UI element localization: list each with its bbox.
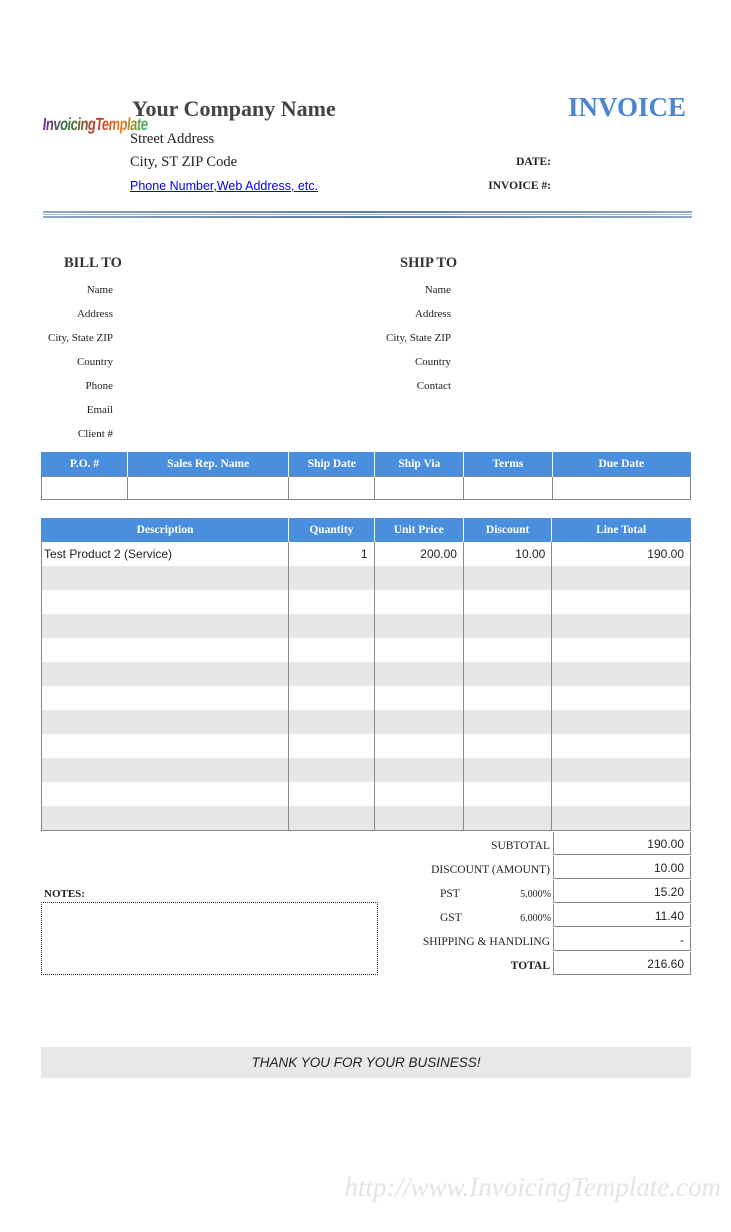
empty-cell[interactable] (463, 710, 551, 734)
table-row (42, 734, 691, 758)
empty-cell[interactable] (463, 566, 551, 590)
empty-cell (552, 566, 691, 590)
empty-cell (552, 782, 691, 806)
bill-to-name-label: Name (86, 284, 113, 296)
terms-header: Terms (464, 452, 552, 477)
pst-rate[interactable]: 5.000% (520, 889, 551, 900)
shipping-value[interactable]: - (553, 928, 691, 951)
empty-cell[interactable] (463, 662, 551, 686)
ship-date-header: Ship Date (289, 452, 375, 477)
item-line-total: 190.00 (552, 542, 691, 566)
table-row (42, 710, 691, 734)
total-value: 216.60 (553, 952, 691, 975)
bill-to-heading: BILL TO (64, 255, 122, 271)
bill-to-country-label: Country (76, 356, 113, 368)
ship-via-header: Ship Via (375, 452, 464, 477)
empty-cell[interactable] (289, 614, 374, 638)
empty-cell[interactable] (42, 590, 289, 614)
empty-cell[interactable] (463, 734, 551, 758)
empty-cell[interactable] (289, 710, 374, 734)
table-row (42, 566, 691, 590)
unit-price-header: Unit Price (374, 518, 463, 542)
table-row (42, 806, 691, 831)
invoice-title: INVOICE (568, 92, 686, 122)
table-row (42, 758, 691, 782)
empty-cell[interactable] (289, 758, 374, 782)
ship-to-name-label: Name (424, 284, 451, 296)
quantity-header: Quantity (289, 518, 374, 542)
empty-cell[interactable] (463, 614, 551, 638)
empty-cell[interactable] (374, 806, 463, 831)
empty-cell[interactable] (374, 782, 463, 806)
bill-to-email-label: Email (86, 404, 113, 416)
table-row (42, 614, 691, 638)
city-state-zip[interactable]: City, ST ZIP Code (130, 154, 238, 170)
due-date-header: Due Date (552, 452, 690, 477)
gst-value: 11.40 (553, 904, 691, 927)
discount-label: DISCOUNT (AMOUNT) (431, 864, 550, 876)
empty-cell (552, 590, 691, 614)
empty-cell[interactable] (463, 758, 551, 782)
bill-to-address-label: Address (76, 308, 113, 320)
sales-rep-header: Sales Rep. Name (128, 452, 289, 477)
empty-cell (552, 638, 691, 662)
ship-to-heading: SHIP TO (400, 255, 458, 271)
ship-to-contact-label: Contact (416, 380, 451, 392)
line-items-table (41, 518, 691, 831)
empty-cell[interactable] (289, 590, 374, 614)
ship-to-city-label: City, State ZIP (386, 332, 451, 344)
empty-cell[interactable] (289, 806, 374, 831)
line-total-header: Line Total (552, 518, 691, 542)
empty-cell[interactable] (463, 686, 551, 710)
empty-cell[interactable] (374, 662, 463, 686)
empty-cell[interactable] (289, 686, 374, 710)
phone-web-link[interactable]: Phone Number,Web Address, etc. (130, 179, 319, 193)
pst-value: 15.20 (553, 880, 691, 903)
watermark: http://www.InvoicingTemplate.com (344, 1172, 721, 1202)
item-description[interactable]: Test Product 2 (Service) (42, 542, 289, 566)
gst-label: GST (440, 912, 462, 924)
company-logo (38, 114, 149, 168)
ship-to-address-label: Address (414, 308, 451, 320)
empty-cell[interactable] (289, 638, 374, 662)
po-cell[interactable] (42, 477, 128, 500)
empty-cell[interactable] (374, 686, 463, 710)
discount-header: Discount (463, 518, 551, 542)
subtotal-value: 190.00 (553, 832, 691, 855)
empty-cell[interactable] (463, 638, 551, 662)
table-row (42, 542, 691, 566)
street-address[interactable]: Street Address (130, 131, 215, 147)
empty-cell (552, 734, 691, 758)
empty-cell[interactable] (289, 566, 374, 590)
shipping-label: SHIPPING & HANDLING (422, 936, 550, 948)
table-row (42, 686, 691, 710)
empty-cell[interactable] (42, 662, 289, 686)
empty-cell[interactable] (374, 710, 463, 734)
due-date-cell[interactable] (552, 477, 690, 500)
subtotal-label: SUBTOTAL (491, 840, 550, 852)
empty-cell[interactable] (374, 566, 463, 590)
date-label: DATE: (516, 156, 551, 168)
ship-via-cell[interactable] (375, 477, 464, 500)
discount-value[interactable]: 10.00 (553, 856, 691, 879)
empty-cell[interactable] (42, 758, 289, 782)
notes-label: NOTES: (44, 888, 85, 900)
terms-cell[interactable] (464, 477, 552, 500)
table-row (42, 662, 691, 686)
table-row (42, 590, 691, 614)
empty-cell[interactable] (463, 782, 551, 806)
empty-cell[interactable] (374, 590, 463, 614)
order-info-table (41, 452, 691, 500)
bill-to-city-label: City, State ZIP (48, 332, 113, 344)
sales-rep-cell[interactable] (128, 477, 289, 500)
empty-cell[interactable] (42, 710, 289, 734)
empty-cell[interactable] (374, 614, 463, 638)
gst-rate[interactable]: 6.000% (520, 913, 551, 924)
empty-cell (552, 758, 691, 782)
header-divider (43, 211, 692, 219)
empty-cell (552, 614, 691, 638)
empty-cell[interactable] (374, 734, 463, 758)
empty-cell[interactable] (374, 638, 463, 662)
thank-you-message: THANK YOU FOR YOUR BUSINESS! (41, 1047, 691, 1078)
empty-cell (552, 806, 691, 831)
logo-text: InvoicingTemplate (41, 114, 149, 135)
notes-box[interactable] (41, 902, 378, 975)
company-name[interactable]: Your Company Name (132, 96, 336, 121)
empty-cell (552, 662, 691, 686)
item-quantity[interactable]: 1 (289, 542, 374, 566)
item-discount[interactable]: 10.00 (463, 542, 551, 566)
empty-cell (552, 710, 691, 734)
empty-cell[interactable] (289, 782, 374, 806)
item-unit-price[interactable]: 200.00 (374, 542, 463, 566)
table-row (42, 782, 691, 806)
empty-cell[interactable] (42, 566, 289, 590)
total-label: TOTAL (510, 960, 550, 972)
pst-label: PST (440, 888, 460, 900)
invoice-number-label: INVOICE #: (488, 180, 551, 192)
description-header: Description (42, 518, 289, 542)
ship-to-country-label: Country (414, 356, 451, 368)
empty-cell[interactable] (42, 806, 289, 831)
empty-cell[interactable] (42, 638, 289, 662)
empty-cell[interactable] (463, 806, 551, 831)
empty-cell[interactable] (42, 686, 289, 710)
empty-cell[interactable] (463, 590, 551, 614)
table-row (42, 638, 691, 662)
empty-cell[interactable] (42, 614, 289, 638)
empty-cell[interactable] (289, 662, 374, 686)
empty-cell[interactable] (289, 734, 374, 758)
empty-cell[interactable] (42, 734, 289, 758)
bill-to-phone-label: Phone (85, 380, 113, 392)
po-header: P.O. # (42, 452, 128, 477)
bill-to-client-label: Client # (77, 428, 113, 440)
empty-cell (552, 686, 691, 710)
ship-date-cell[interactable] (289, 477, 375, 500)
empty-cell[interactable] (374, 758, 463, 782)
empty-cell[interactable] (42, 782, 289, 806)
